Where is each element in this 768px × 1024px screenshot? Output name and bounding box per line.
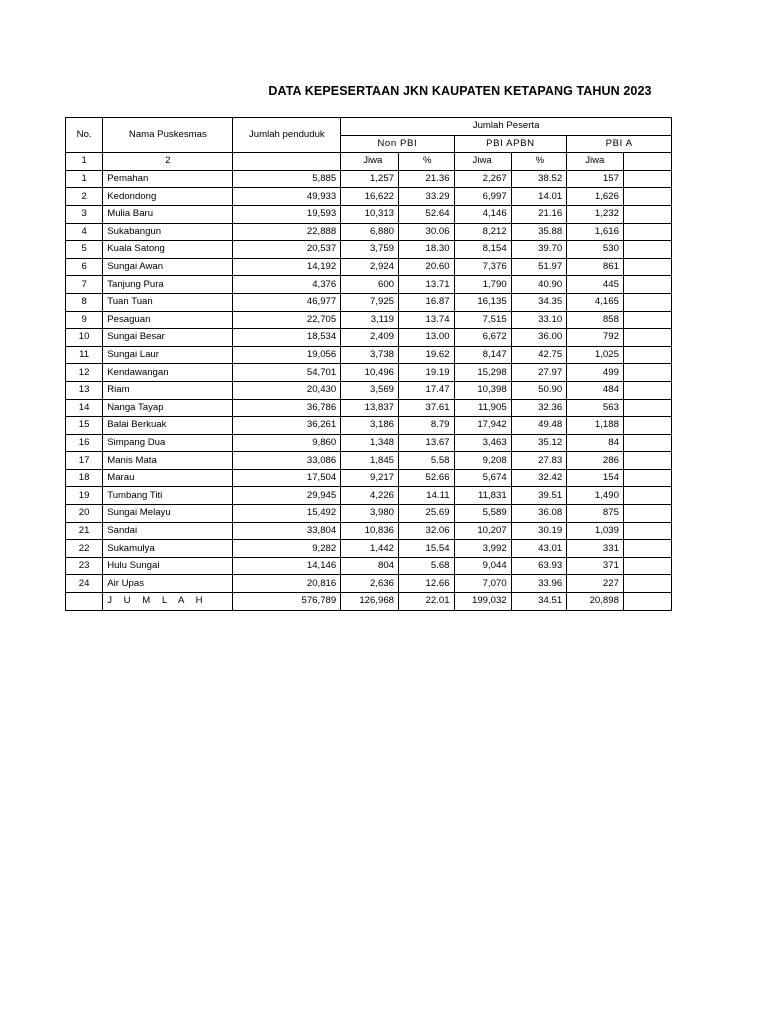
- cell-pbia-jiwa: 445: [567, 276, 624, 294]
- cell-apbn-jiwa: 8,154: [454, 241, 511, 259]
- cell-jumlah-penduduk: 22,705: [233, 311, 341, 329]
- cell-pbia-persen: [623, 417, 671, 435]
- header-jumlah-penduduk: Jumlah penduduk: [233, 118, 341, 153]
- cell-no: 21: [66, 522, 103, 540]
- cell-apbn-jiwa: 11,905: [454, 399, 511, 417]
- table-row: [66, 399, 672, 417]
- cell-nonpbi-persen: 5.68: [399, 557, 455, 575]
- cell-pbia-persen: [623, 452, 671, 470]
- cell-nonpbi-jiwa: 10,313: [341, 205, 399, 223]
- cell-nonpbi-persen: 19.62: [399, 346, 455, 364]
- total-label: J U M L A H: [103, 593, 233, 611]
- cell-no: 15: [66, 417, 103, 435]
- cell-no: 24: [66, 575, 103, 593]
- total-nonpbi-jiwa: 126,968: [341, 593, 399, 611]
- cell-no: 11: [66, 346, 103, 364]
- cell-nonpbi-persen: 12.66: [399, 575, 455, 593]
- table-row: [66, 188, 672, 206]
- cell-no: 6: [66, 258, 103, 276]
- cell-no: 1: [66, 170, 103, 188]
- total-apbn-jiwa: 199,032: [454, 593, 511, 611]
- cell-apbn-jiwa: 7,376: [454, 258, 511, 276]
- cell-pbia-persen: [623, 329, 671, 347]
- cell-nonpbi-persen: 13.67: [399, 434, 455, 452]
- table-row: [66, 311, 672, 329]
- jkn-participation-table: [65, 117, 672, 611]
- cell-apbn-jiwa: 2,267: [454, 170, 511, 188]
- cell-no: 5: [66, 241, 103, 259]
- cell-pbia-persen: [623, 381, 671, 399]
- header-non-pbi: Non PBI: [341, 135, 454, 153]
- cell-pbia-persen: [623, 469, 671, 487]
- cell-pbia-jiwa: 484: [567, 381, 624, 399]
- cell-nonpbi-persen: 5.58: [399, 452, 455, 470]
- cell-no: 7: [66, 276, 103, 294]
- cell-pbia-persen: [623, 258, 671, 276]
- cell-nonpbi-jiwa: 3,980: [341, 505, 399, 523]
- cell-nonpbi-persen: 32.06: [399, 522, 455, 540]
- cell-nonpbi-persen: 13.00: [399, 329, 455, 347]
- cell-apbn-jiwa: 9,208: [454, 452, 511, 470]
- cell-apbn-jiwa: 6,672: [454, 329, 511, 347]
- total-pbia-persen: [623, 593, 671, 611]
- cell-nonpbi-jiwa: 804: [341, 557, 399, 575]
- cell-jumlah-penduduk: 9,282: [233, 540, 341, 558]
- cell-jumlah-penduduk: 15,492: [233, 505, 341, 523]
- table-row: [66, 417, 672, 435]
- cell-jumlah-penduduk: 36,261: [233, 417, 341, 435]
- cell-apbn-persen: 49.48: [511, 417, 567, 435]
- cell-jumlah-penduduk: 20,430: [233, 381, 341, 399]
- cell-pbia-jiwa: 1,025: [567, 346, 624, 364]
- cell-pbia-jiwa: 1,490: [567, 487, 624, 505]
- cell-apbn-jiwa: 15,298: [454, 364, 511, 382]
- cell-puskesmas-name: Kuala Satong: [103, 241, 233, 259]
- cell-nonpbi-persen: 33.29: [399, 188, 455, 206]
- cell-puskesmas-name: Manis Mata: [103, 452, 233, 470]
- cell-pbia-persen: [623, 522, 671, 540]
- cell-nonpbi-persen: 52.64: [399, 205, 455, 223]
- cell-nonpbi-persen: 52.66: [399, 469, 455, 487]
- cell-no: 10: [66, 329, 103, 347]
- cell-apbn-persen: 32.36: [511, 399, 567, 417]
- cell-apbn-jiwa: 7,515: [454, 311, 511, 329]
- cell-no: 18: [66, 469, 103, 487]
- header-pbi-a: PBI A: [567, 135, 672, 153]
- cell-apbn-persen: 36.08: [511, 505, 567, 523]
- cell-apbn-jiwa: 7,070: [454, 575, 511, 593]
- cell-puskesmas-name: Hulu Sungai: [103, 557, 233, 575]
- cell-pbia-persen: [623, 434, 671, 452]
- cell-no: 14: [66, 399, 103, 417]
- cell-no: 19: [66, 487, 103, 505]
- cell-jumlah-penduduk: 33,086: [233, 452, 341, 470]
- header-apbn-jiwa: Jiwa: [454, 153, 511, 171]
- cell-nonpbi-jiwa: 2,924: [341, 258, 399, 276]
- cell-pbia-jiwa: 499: [567, 364, 624, 382]
- table-row: [66, 505, 672, 523]
- table-row: [66, 434, 672, 452]
- cell-jumlah-penduduk: 49,933: [233, 188, 341, 206]
- cell-puskesmas-name: Sungai Awan: [103, 258, 233, 276]
- cell-pbia-jiwa: 154: [567, 469, 624, 487]
- cell-pbia-persen: [623, 364, 671, 382]
- cell-puskesmas-name: Nanga Tayap: [103, 399, 233, 417]
- table-row: [66, 575, 672, 593]
- cell-nonpbi-jiwa: 3,738: [341, 346, 399, 364]
- cell-pbia-persen: [623, 223, 671, 241]
- cell-no: 12: [66, 364, 103, 382]
- cell-puskesmas-name: Sungai Besar: [103, 329, 233, 347]
- header-pbia-jiwa: Jiwa: [567, 153, 624, 171]
- cell-pbia-jiwa: 4,165: [567, 293, 624, 311]
- table-row: [66, 205, 672, 223]
- cell-jumlah-penduduk: 46,977: [233, 293, 341, 311]
- cell-puskesmas-name: Riam: [103, 381, 233, 399]
- cell-nonpbi-jiwa: 3,759: [341, 241, 399, 259]
- cell-no: 13: [66, 381, 103, 399]
- cell-jumlah-penduduk: 22,888: [233, 223, 341, 241]
- cell-nonpbi-persen: 25.69: [399, 505, 455, 523]
- cell-puskesmas-name: Sungai Laur: [103, 346, 233, 364]
- cell-no: 9: [66, 311, 103, 329]
- cell-jumlah-penduduk: 36,786: [233, 399, 341, 417]
- cell-jumlah-penduduk: 14,146: [233, 557, 341, 575]
- cell-apbn-jiwa: 1,790: [454, 276, 511, 294]
- cell-pbia-jiwa: 84: [567, 434, 624, 452]
- cell-jumlah-penduduk: 9,860: [233, 434, 341, 452]
- header-pbia-persen: [623, 153, 671, 171]
- cell-nonpbi-jiwa: 6,880: [341, 223, 399, 241]
- table-row: [66, 381, 672, 399]
- cell-jumlah-penduduk: 19,593: [233, 205, 341, 223]
- cell-jumlah-penduduk: 14,192: [233, 258, 341, 276]
- cell-nonpbi-jiwa: 1,442: [341, 540, 399, 558]
- cell-jumlah-penduduk: 17,504: [233, 469, 341, 487]
- cell-puskesmas-name: Tumbang Titi: [103, 487, 233, 505]
- total-pbia-jiwa: 20,898: [567, 593, 624, 611]
- cell-pbia-jiwa: 1,039: [567, 522, 624, 540]
- cell-puskesmas-name: Sukamulya: [103, 540, 233, 558]
- cell-nonpbi-persen: 19.19: [399, 364, 455, 382]
- header-jumlah-peserta: Jumlah Peserta: [341, 118, 672, 136]
- header-nonpbi-persen: %: [399, 153, 455, 171]
- cell-pbia-jiwa: 331: [567, 540, 624, 558]
- cell-apbn-jiwa: 10,398: [454, 381, 511, 399]
- cell-pbia-persen: [623, 487, 671, 505]
- cell-apbn-jiwa: 9,044: [454, 557, 511, 575]
- cell-jumlah-penduduk: 33,804: [233, 522, 341, 540]
- cell-apbn-jiwa: 17,942: [454, 417, 511, 435]
- table-row: [66, 223, 672, 241]
- header-nonpbi-jiwa: Jiwa: [341, 153, 399, 171]
- table-row: [66, 452, 672, 470]
- table-row: [66, 170, 672, 188]
- cell-nonpbi-jiwa: 1,257: [341, 170, 399, 188]
- cell-pbia-jiwa: 861: [567, 258, 624, 276]
- cell-apbn-persen: 39.70: [511, 241, 567, 259]
- cell-nonpbi-jiwa: 3,569: [341, 381, 399, 399]
- header-index-2: 2: [103, 153, 233, 171]
- table-row: [66, 329, 672, 347]
- cell-pbia-jiwa: 1,232: [567, 205, 624, 223]
- cell-pbia-persen: [623, 293, 671, 311]
- cell-pbia-persen: [623, 540, 671, 558]
- cell-apbn-persen: 33.96: [511, 575, 567, 593]
- cell-puskesmas-name: Sandai: [103, 522, 233, 540]
- total-nonpbi-persen: 22.01: [399, 593, 455, 611]
- cell-puskesmas-name: Balai Berkuak: [103, 417, 233, 435]
- header-row-3: [66, 153, 672, 171]
- cell-nonpbi-persen: 20.60: [399, 258, 455, 276]
- cell-apbn-persen: 51.97: [511, 258, 567, 276]
- cell-pbia-persen: [623, 205, 671, 223]
- document-title: DATA KEPESERTAAN JKN KAUPATEN KETAPANG TAHUN 2023: [268, 84, 652, 98]
- total-apbn-persen: 34.51: [511, 593, 567, 611]
- cell-no: 4: [66, 223, 103, 241]
- total-cell-no: [66, 593, 103, 611]
- cell-apbn-persen: 33.10: [511, 311, 567, 329]
- cell-jumlah-penduduk: 20,816: [233, 575, 341, 593]
- cell-nonpbi-jiwa: 2,409: [341, 329, 399, 347]
- cell-nonpbi-jiwa: 1,845: [341, 452, 399, 470]
- cell-apbn-jiwa: 6,997: [454, 188, 511, 206]
- table-row: [66, 469, 672, 487]
- cell-nonpbi-jiwa: 16,622: [341, 188, 399, 206]
- cell-nonpbi-persen: 37.61: [399, 399, 455, 417]
- cell-puskesmas-name: Marau: [103, 469, 233, 487]
- cell-nonpbi-persen: 14.11: [399, 487, 455, 505]
- cell-nonpbi-persen: 21.36: [399, 170, 455, 188]
- cell-jumlah-penduduk: 5,885: [233, 170, 341, 188]
- total-row: [66, 593, 672, 611]
- table-row: [66, 557, 672, 575]
- cell-no: 17: [66, 452, 103, 470]
- cell-apbn-persen: 32.42: [511, 469, 567, 487]
- cell-nonpbi-jiwa: 3,119: [341, 311, 399, 329]
- cell-pbia-jiwa: 530: [567, 241, 624, 259]
- cell-jumlah-penduduk: 29,945: [233, 487, 341, 505]
- cell-nonpbi-persen: 8.79: [399, 417, 455, 435]
- cell-pbia-persen: [623, 557, 671, 575]
- header-index-blank: [233, 153, 341, 171]
- cell-puskesmas-name: Simpang Dua: [103, 434, 233, 452]
- table-viewport: [65, 117, 672, 617]
- cell-apbn-jiwa: 5,674: [454, 469, 511, 487]
- table-row: [66, 364, 672, 382]
- cell-apbn-persen: 21.16: [511, 205, 567, 223]
- cell-no: 2: [66, 188, 103, 206]
- cell-puskesmas-name: Tuan Tuan: [103, 293, 233, 311]
- cell-apbn-persen: 50.90: [511, 381, 567, 399]
- table-row: [66, 346, 672, 364]
- cell-apbn-persen: 27.83: [511, 452, 567, 470]
- cell-puskesmas-name: Sukabangun: [103, 223, 233, 241]
- cell-puskesmas-name: Kedondong: [103, 188, 233, 206]
- cell-no: 3: [66, 205, 103, 223]
- cell-pbia-jiwa: 286: [567, 452, 624, 470]
- cell-pbia-persen: [623, 505, 671, 523]
- header-pbi-apbn: PBI APBN: [454, 135, 567, 153]
- cell-pbia-jiwa: 1,188: [567, 417, 624, 435]
- table-row: [66, 258, 672, 276]
- cell-puskesmas-name: Kendawangan: [103, 364, 233, 382]
- cell-apbn-jiwa: 8,147: [454, 346, 511, 364]
- cell-pbia-persen: [623, 188, 671, 206]
- cell-apbn-jiwa: 16,135: [454, 293, 511, 311]
- cell-puskesmas-name: Pesaguan: [103, 311, 233, 329]
- cell-jumlah-penduduk: 4,376: [233, 276, 341, 294]
- cell-apbn-persen: 36.00: [511, 329, 567, 347]
- table-body: [66, 170, 672, 610]
- cell-apbn-jiwa: 11,831: [454, 487, 511, 505]
- cell-apbn-persen: 39.51: [511, 487, 567, 505]
- cell-pbia-jiwa: 1,626: [567, 188, 624, 206]
- cell-pbia-persen: [623, 399, 671, 417]
- cell-jumlah-penduduk: 18,534: [233, 329, 341, 347]
- cell-pbia-jiwa: 875: [567, 505, 624, 523]
- cell-nonpbi-jiwa: 2,636: [341, 575, 399, 593]
- cell-pbia-persen: [623, 276, 671, 294]
- cell-pbia-persen: [623, 346, 671, 364]
- cell-puskesmas-name: Mulia Baru: [103, 205, 233, 223]
- cell-nonpbi-jiwa: 7,925: [341, 293, 399, 311]
- cell-apbn-persen: 30.19: [511, 522, 567, 540]
- cell-apbn-jiwa: 10,207: [454, 522, 511, 540]
- cell-pbia-jiwa: 227: [567, 575, 624, 593]
- cell-pbia-jiwa: 1,616: [567, 223, 624, 241]
- cell-nonpbi-persen: 16.87: [399, 293, 455, 311]
- cell-nonpbi-persen: 15.54: [399, 540, 455, 558]
- cell-nonpbi-jiwa: 3,186: [341, 417, 399, 435]
- cell-apbn-persen: 43.01: [511, 540, 567, 558]
- cell-apbn-jiwa: 4,146: [454, 205, 511, 223]
- cell-nonpbi-jiwa: 10,836: [341, 522, 399, 540]
- cell-no: 8: [66, 293, 103, 311]
- cell-puskesmas-name: Pemahan: [103, 170, 233, 188]
- cell-no: 20: [66, 505, 103, 523]
- header-nama-puskesmas: Nama Puskesmas: [103, 118, 233, 153]
- cell-apbn-persen: 42.75: [511, 346, 567, 364]
- cell-no: 22: [66, 540, 103, 558]
- cell-apbn-persen: 34.35: [511, 293, 567, 311]
- cell-apbn-persen: 38.52: [511, 170, 567, 188]
- cell-apbn-persen: 35.88: [511, 223, 567, 241]
- cell-pbia-jiwa: 563: [567, 399, 624, 417]
- cell-pbia-persen: [623, 241, 671, 259]
- cell-jumlah-penduduk: 54,701: [233, 364, 341, 382]
- total-jumlah-penduduk: 576,789: [233, 593, 341, 611]
- cell-nonpbi-jiwa: 4,226: [341, 487, 399, 505]
- cell-jumlah-penduduk: 20,537: [233, 241, 341, 259]
- cell-nonpbi-jiwa: 600: [341, 276, 399, 294]
- cell-apbn-jiwa: 3,992: [454, 540, 511, 558]
- cell-puskesmas-name: Tanjung Pura: [103, 276, 233, 294]
- cell-nonpbi-persen: 30.06: [399, 223, 455, 241]
- table-row: [66, 276, 672, 294]
- cell-nonpbi-jiwa: 10,496: [341, 364, 399, 382]
- cell-nonpbi-jiwa: 13,837: [341, 399, 399, 417]
- cell-pbia-persen: [623, 311, 671, 329]
- cell-no: 23: [66, 557, 103, 575]
- cell-apbn-jiwa: 3,463: [454, 434, 511, 452]
- cell-apbn-persen: 63.93: [511, 557, 567, 575]
- table-row: [66, 293, 672, 311]
- table-row: [66, 241, 672, 259]
- cell-pbia-jiwa: 157: [567, 170, 624, 188]
- table-row: [66, 522, 672, 540]
- cell-pbia-jiwa: 792: [567, 329, 624, 347]
- cell-pbia-jiwa: 858: [567, 311, 624, 329]
- cell-nonpbi-persen: 13.71: [399, 276, 455, 294]
- cell-pbia-persen: [623, 575, 671, 593]
- cell-puskesmas-name: Sungai Melayu: [103, 505, 233, 523]
- cell-jumlah-penduduk: 19,056: [233, 346, 341, 364]
- cell-nonpbi-jiwa: 1,348: [341, 434, 399, 452]
- header-index-1: 1: [66, 153, 103, 171]
- cell-no: 16: [66, 434, 103, 452]
- cell-nonpbi-persen: 13.74: [399, 311, 455, 329]
- header-row-1: [66, 118, 672, 136]
- table-row: [66, 487, 672, 505]
- cell-pbia-persen: [623, 170, 671, 188]
- header-apbn-persen: %: [511, 153, 567, 171]
- header-no: No.: [66, 118, 103, 153]
- cell-apbn-persen: 27.97: [511, 364, 567, 382]
- cell-puskesmas-name: Air Upas: [103, 575, 233, 593]
- cell-pbia-jiwa: 371: [567, 557, 624, 575]
- cell-apbn-persen: 35.12: [511, 434, 567, 452]
- table-row: [66, 540, 672, 558]
- cell-apbn-persen: 40.90: [511, 276, 567, 294]
- cell-apbn-jiwa: 5,589: [454, 505, 511, 523]
- cell-nonpbi-persen: 17.47: [399, 381, 455, 399]
- cell-apbn-persen: 14.01: [511, 188, 567, 206]
- cell-nonpbi-persen: 18.30: [399, 241, 455, 259]
- cell-nonpbi-jiwa: 9,217: [341, 469, 399, 487]
- cell-apbn-jiwa: 8,212: [454, 223, 511, 241]
